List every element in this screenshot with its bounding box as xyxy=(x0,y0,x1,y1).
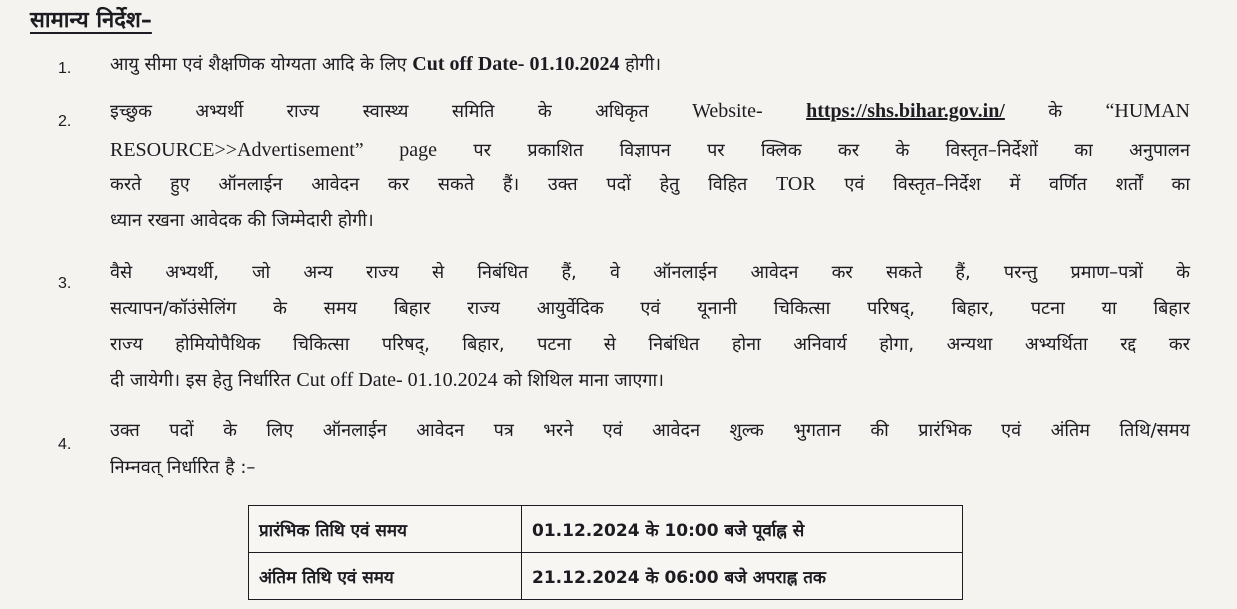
start-date-label: प्रारंभिक तिथि एवं समय xyxy=(249,506,522,553)
item-2-line-3 xyxy=(110,172,1190,196)
end-date-value: 21.12.2024 के 06:00 बजे अपराह्न तक xyxy=(522,553,963,600)
item-1-line-1 xyxy=(110,52,661,76)
item-number-3: 3. xyxy=(58,275,72,292)
item-3-line-3: राज्य होमियोपैथिक चिकित्सा परिषद्, बिहार, पटना से निबंधित होना अनिवार्य होगा, अन्यथा अभ्यर्थिता रद्द कर xyxy=(110,334,1190,355)
item-1-text: आयु सीमा एवं शैक्षणिक योग्यता आदि के लिए xyxy=(110,54,413,75)
item-2-text-connector: के xyxy=(1004,101,1106,122)
item-number-4: 4. xyxy=(58,436,72,453)
tor-text: TOR xyxy=(776,173,816,195)
item-3-line-1: वैसे अभ्यर्थी, जो अन्य राज्य से निबंधित हैं, वे ऑनलाईन आवेदन कर सकते हैं, परन्तु प्रमाण–पत्रों के xyxy=(110,262,1190,283)
item-3-line-2: सत्यापन/कॉउंसेलिंग के समय बिहार राज्य आयुर्वेदिक एवं यूनानी चिकित्सा परिषद्, बिहार, पटना या बिहार xyxy=(110,298,1190,319)
item-2-text: इच्छुक अभ्यर्थी राज्य स्वास्थ्य समिति के अधिकृत xyxy=(110,101,693,122)
start-date-value: 01.12.2024 के 10:00 बजे पूर्वाह्न से xyxy=(522,506,963,553)
item-3-line-4 xyxy=(110,368,664,392)
item-2-line-1 xyxy=(110,99,1190,123)
website-label: Website- xyxy=(692,100,763,122)
section-heading: सामान्य निर्देश– xyxy=(30,8,152,33)
table-row xyxy=(249,506,963,553)
dates-table xyxy=(248,505,963,600)
table-row xyxy=(249,553,963,600)
website-link[interactable]: https://shs.bihar.gov.in/ xyxy=(806,100,1005,122)
item-number-1: 1. xyxy=(58,60,72,77)
human-resource-text: “HUMAN xyxy=(1105,100,1190,122)
item-3-text-4: दी जायेगी। इस हेतु निर्धारित xyxy=(110,370,297,391)
item-2-text-3: करते हुए ऑनलाईन आवेदन कर सकते हैं। उक्त पदों हेतु विहित xyxy=(110,174,777,195)
item-number-2: 2. xyxy=(58,113,72,130)
item-2-text-3-end: एवं विस्तृत–निर्देश में वर्णित शर्तों का xyxy=(815,174,1190,195)
advertisement-page-text: RESOURCE>>Advertisement” page xyxy=(110,139,438,161)
cut-off-date-text: Cut off Date- 01.10.2024 xyxy=(412,53,620,75)
item-2-line-2 xyxy=(110,138,1190,162)
item-4-line-1: उक्त पदों के लिए ऑनलाईन आवेदन पत्र भरने एवं आवेदन शुल्क भुगतान की प्रारंभिक एवं अंतिम तिथि/समय xyxy=(110,420,1190,441)
end-date-label: अंतिम तिथि एवं समय xyxy=(249,553,522,600)
item-3-text-4-end: को शिथिल माना जाएगा। xyxy=(497,370,664,391)
item-2-text-2: पर प्रकाशित विज्ञापन पर क्लिक कर के विस्तृत–निर्देशों का अनुपालन xyxy=(437,140,1190,161)
item-1-text-end: होगी। xyxy=(619,54,662,75)
cut-off-date-text-2: Cut off Date- 01.10.2024 xyxy=(296,369,498,391)
item-2-line-4: ध्यान रखना आवेदक की जिम्मेदारी होगी। xyxy=(110,210,374,231)
item-4-line-2: निम्नवत् निर्धारित है :– xyxy=(110,457,256,478)
